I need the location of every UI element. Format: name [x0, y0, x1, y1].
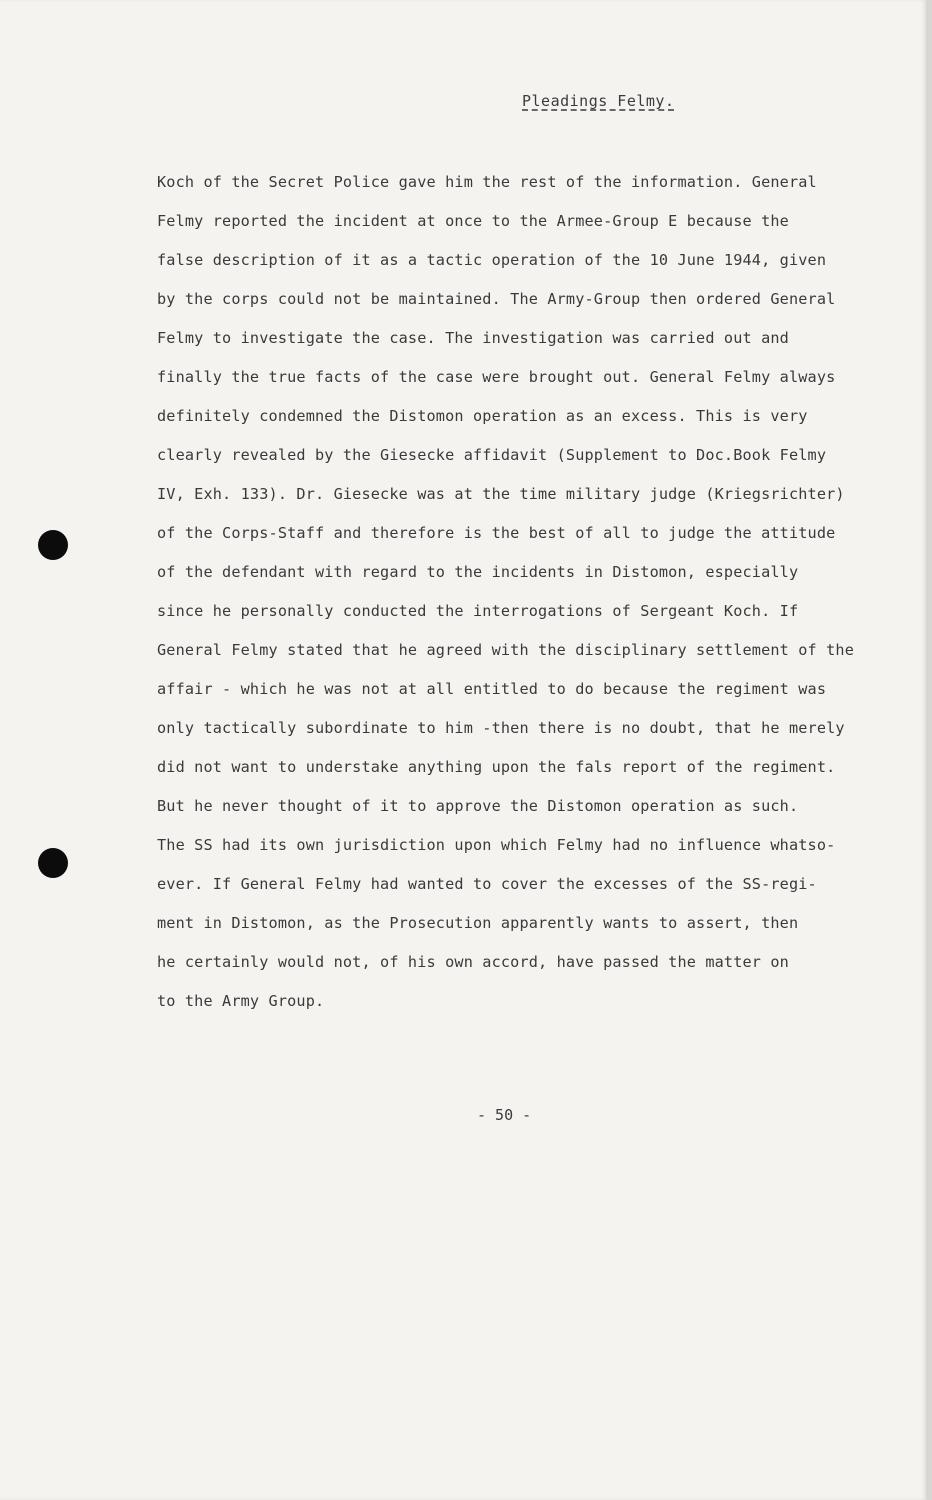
- text-line: by the corps could not be maintained. The Army-Group then ordered General: [157, 290, 836, 308]
- punch-hole-icon: [38, 530, 68, 560]
- text-line: General Felmy stated that he agreed with the disciplinary settlement of the: [157, 641, 855, 659]
- punch-hole-icon: [38, 848, 68, 878]
- text-line: Koch of the Secret Police gave him the rest of the information. General: [157, 173, 817, 191]
- text-line: did not want to understake anything upon the fals report of the regiment.: [157, 758, 836, 776]
- text-line: of the Corps-Staff and therefore is the best of all to judge the attitude: [157, 524, 836, 542]
- document-body: [157, 168, 887, 1026]
- text-line: But he never thought of it to approve the Distomon operation as such.: [157, 797, 799, 815]
- text-line: definitely condemned the Distomon operation as an excess. This is very: [157, 407, 808, 425]
- text-line: The SS had its own jurisdiction upon which Felmy had no influence whatso-: [157, 836, 836, 854]
- text-line: false description of it as a tactic operation of the 10 June 1944, given: [157, 251, 827, 269]
- page-number: - 50 -: [477, 1106, 532, 1124]
- text-line: of the defendant with regard to the incidents in Distomon, especially: [157, 563, 799, 581]
- document-heading: Pleadings Felmy.: [522, 92, 675, 110]
- text-line: only tactically subordinate to him -then there is no doubt, that he merely: [157, 719, 845, 737]
- text-line: to the Army Group.: [157, 992, 325, 1010]
- text-line: IV, Exh. 133). Dr. Giesecke was at the time military judge (Kriegsrichter): [157, 485, 845, 503]
- text-line: finally the true facts of the case were brought out. General Felmy always: [157, 368, 836, 386]
- text-line: ever. If General Felmy had wanted to cover the excesses of the SS-regi-: [157, 875, 817, 893]
- text-line: affair - which he was not at all entitled to do because the regiment was: [157, 680, 827, 698]
- text-line: he certainly would not, of his own accord, have passed the matter on: [157, 953, 789, 971]
- text-line: ment in Distomon, as the Prosecution apparently wants to assert, then: [157, 914, 799, 932]
- text-line: Felmy reported the incident at once to the Armee-Group E because the: [157, 212, 789, 230]
- text-line: Felmy to investigate the case. The investigation was carried out and: [157, 329, 789, 347]
- text-line: since he personally conducted the interrogations of Sergeant Koch. If: [157, 602, 799, 620]
- text-line: clearly revealed by the Giesecke affidavit (Supplement to Doc.Book Felmy: [157, 446, 827, 464]
